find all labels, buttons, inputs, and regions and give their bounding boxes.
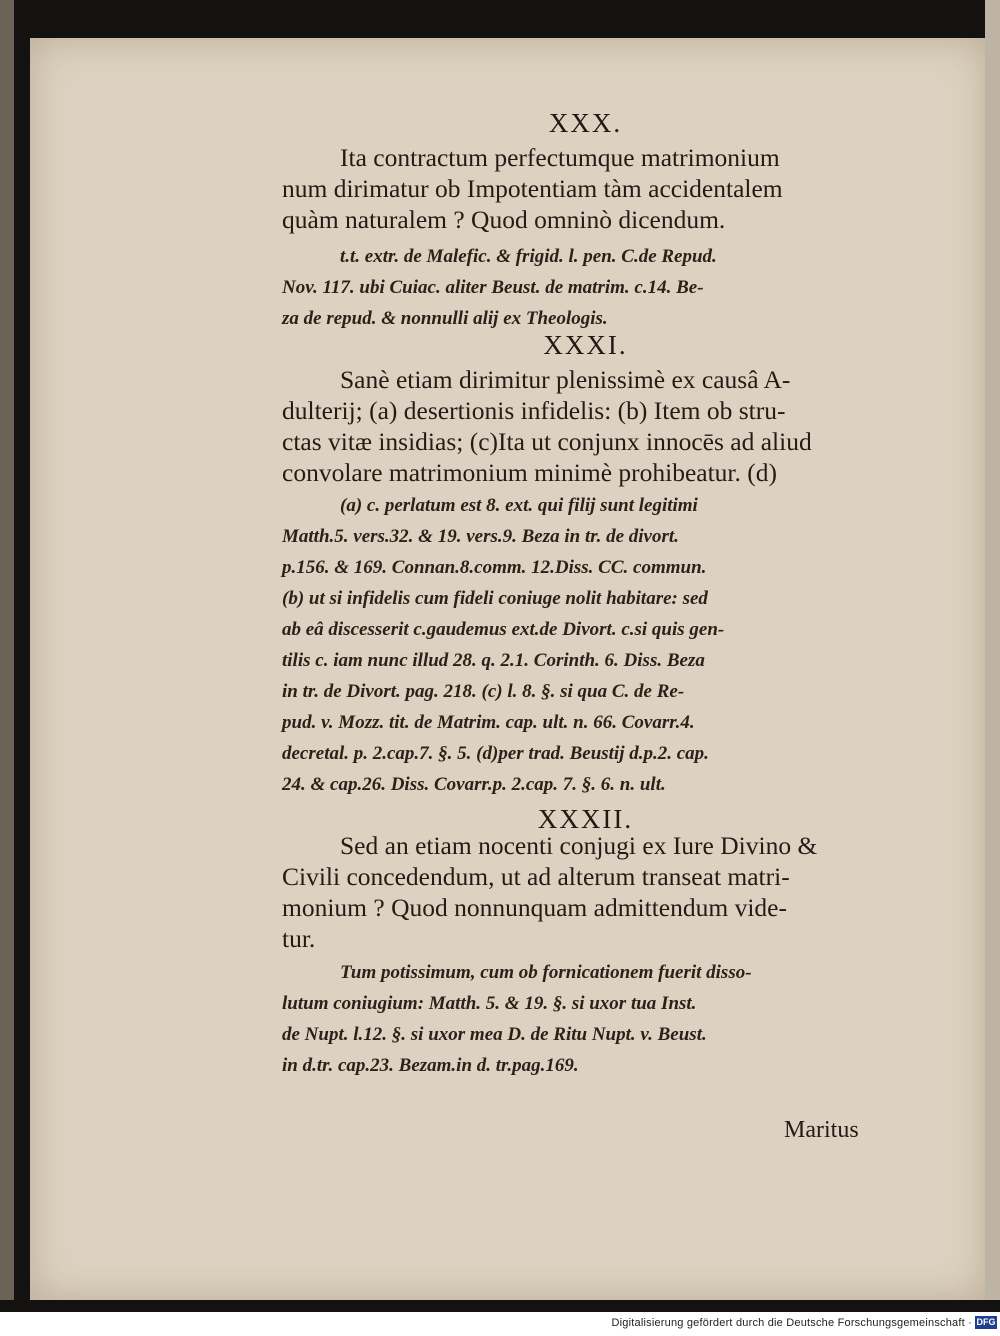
note-line: in tr. de Divort. pag. 218. (c) l. 8. §. si qua C. de Re- xyxy=(282,681,685,702)
section-body-xxx xyxy=(282,142,889,235)
section-body-xxxii xyxy=(282,830,889,954)
note-line: Tum potissimum, cum ob fornicationem fuerit disso- xyxy=(340,962,752,983)
body-line: ctas vitæ insidias; (c)Ita ut conjunx innocēs ad aliud xyxy=(282,427,812,456)
note-line: de Nupt. l.12. §. si uxor mea D. de Ritu Nupt. v. Beust. xyxy=(282,1024,707,1045)
body-line: tur. xyxy=(282,924,316,953)
section-heading-xxx: XXX. xyxy=(548,108,623,138)
dfg-logo-icon: DFG xyxy=(976,1317,996,1327)
note-line: pud. v. Mozz. tit. de Matrim. cap. ult. n. 66. Covarr.4. xyxy=(282,712,695,733)
body-line: dulterij; (a) desertionis infidelis: (b) Item ob stru- xyxy=(282,396,786,425)
note-line: 24. & cap.26. Diss. Covarr.p. 2.cap. 7. §. 6. n. ult. xyxy=(282,774,666,795)
note-line: ab eâ discesserit c.gaudemus ext.de Divort. c.si quis gen- xyxy=(282,619,725,640)
note-line: (b) ut si infidelis cum fideli coniuge nolit habitare: sed xyxy=(282,588,708,609)
body-line: convolare matrimonium minimè prohibeatur. (d) xyxy=(282,458,777,487)
note-line: decretal. p. 2.cap.7. §. 5. (d)per trad. Beustij d.p.2. cap. xyxy=(282,743,709,764)
note-line: in d.tr. cap.23. Bezam.in d. tr.pag.169. xyxy=(282,1055,579,1076)
note-line: Matth.5. vers.32. & 19. vers.9. Beza in tr. de divort. xyxy=(282,526,679,547)
body-line: Civili concedendum, ut ad alterum transeat matri- xyxy=(282,862,790,891)
note-line: (a) c. perlatum est 8. ext. qui filij sunt legitimi xyxy=(340,495,698,516)
digitization-credit: Digitalisierung gefördert durch die Deutsche Forschungsgemeinschaft · xyxy=(611,1317,972,1329)
note-line: tilis c. iam nunc illud 28. q. 2.1. Corinth. 6. Diss. Beza xyxy=(282,650,705,671)
body-line: Sed an etiam nocenti conjugi ex Iure Divino & xyxy=(340,831,818,860)
left-book-edge xyxy=(0,0,14,1300)
body-line: Sanè etiam dirimitur plenissimè ex causâ A- xyxy=(340,365,791,394)
body-line: quàm naturalem ? Quod omninò dicendum. xyxy=(282,205,726,234)
note-line: za de repud. & nonnulli alij ex Theologis. xyxy=(282,308,608,329)
section-body-xxxi xyxy=(282,364,889,488)
catchword: Maritus xyxy=(784,1117,859,1143)
note-line: Nov. 117. ubi Cuiac. aliter Beust. de matrim. c.14. Be- xyxy=(282,277,704,298)
note-line: t.t. extr. de Malefic. & frigid. l. pen. C.de Repud. xyxy=(340,246,717,267)
section-notes-xxxi xyxy=(282,490,889,800)
section-heading-xxxii: XXXII. xyxy=(537,804,634,834)
section-notes-xxx xyxy=(282,241,889,334)
body-line: num dirimatur ob Impotentiam tàm accidentalem xyxy=(282,174,783,203)
note-line: lutum coniugium: Matth. 5. & 19. §. si uxor tua Inst. xyxy=(282,993,697,1014)
body-line: monium ? Quod nonnunquam admittendum vide- xyxy=(282,893,787,922)
body-line: Ita contractum perfectumque matrimonium xyxy=(340,143,780,172)
note-line: p.156. & 169. Connan.8.comm. 12.Diss. CC. commun. xyxy=(282,557,707,578)
right-book-edge xyxy=(985,0,1000,1300)
section-notes-xxxii xyxy=(282,957,889,1081)
section-heading-xxxi: XXXI. xyxy=(543,330,628,360)
